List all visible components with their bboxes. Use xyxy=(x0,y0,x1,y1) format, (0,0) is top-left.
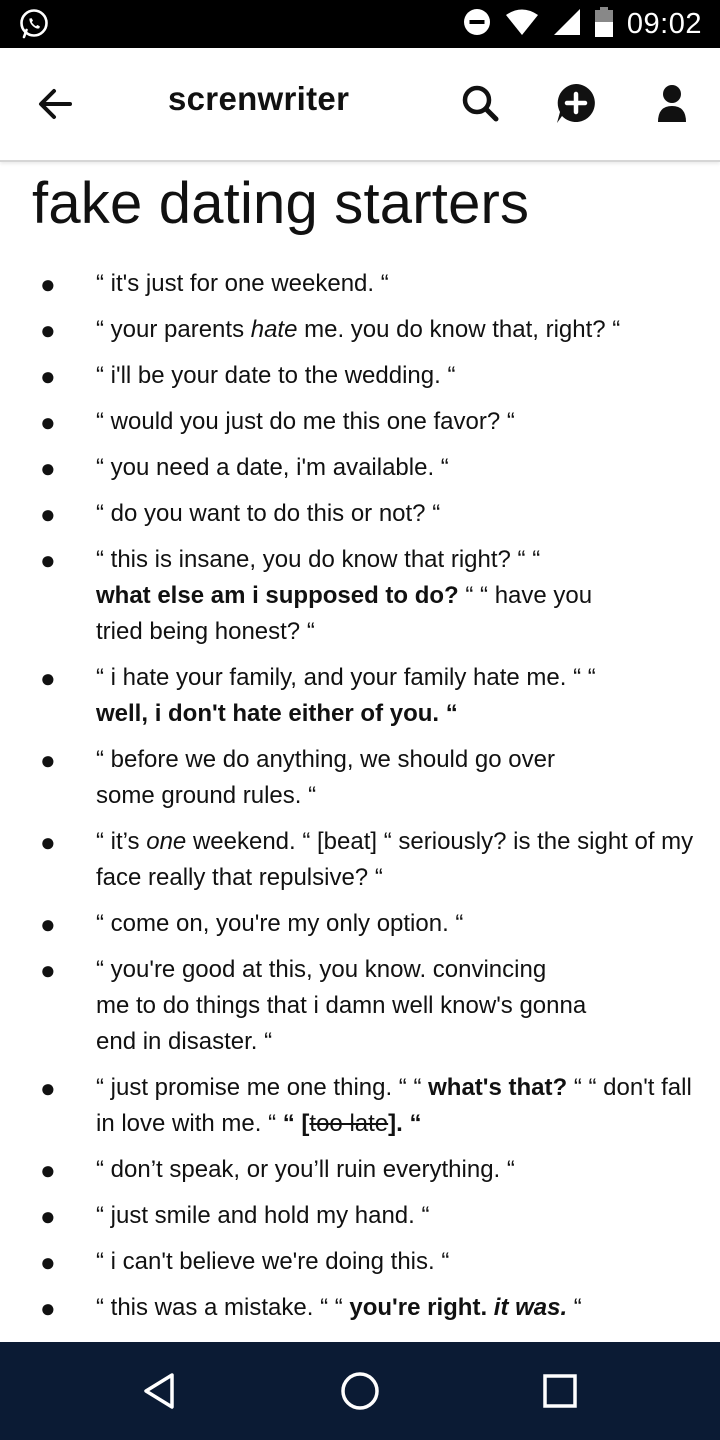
starter-text: what's that? xyxy=(428,1074,568,1101)
starter-text: it was. xyxy=(493,1294,568,1321)
clock: 09:02 xyxy=(626,7,702,40)
bullet-icon: ● xyxy=(40,955,56,985)
starter-text: me to do things that i damn well know's gonna xyxy=(96,992,587,1019)
account-icon[interactable] xyxy=(648,80,696,128)
bullet-icon: ● xyxy=(40,1155,56,1185)
starter-text: one xyxy=(146,828,187,855)
starter-list xyxy=(0,266,720,1336)
starter-item xyxy=(0,542,720,650)
starter-text: “ it’s xyxy=(96,828,147,855)
compose-icon[interactable] xyxy=(552,80,600,128)
bullet-icon: ● xyxy=(40,269,56,299)
starter-text: “ this was a mistake. “ “ xyxy=(96,1294,350,1321)
starter-item xyxy=(0,1198,720,1234)
bullet-icon: ● xyxy=(40,361,56,391)
starter-text: “ just promise me one thing. “ “ xyxy=(96,1074,429,1101)
starter-item xyxy=(0,1070,720,1142)
starter-item xyxy=(0,824,720,896)
bullet-icon: ● xyxy=(40,407,56,437)
bullet-icon: ● xyxy=(40,663,56,693)
starter-item xyxy=(0,742,720,814)
bullet-icon: ● xyxy=(40,1247,56,1277)
starter-text: “ you're good at this, you know. convincing xyxy=(96,956,547,983)
wifi-icon xyxy=(505,8,539,41)
starter-text: “ don’t speak, or you’ll ruin everything. “ xyxy=(96,1156,515,1183)
starter-text: well, i don't hate either of you. “ xyxy=(96,700,458,727)
starter-text: “ it's just for one weekend. “ xyxy=(96,270,389,297)
starter-text: end in disaster. “ xyxy=(96,1028,273,1055)
starter-text: “ [ xyxy=(282,1110,310,1137)
starter-item xyxy=(0,906,720,942)
starter-item xyxy=(0,1244,720,1280)
bullet-icon: ● xyxy=(40,1201,56,1231)
starter-item xyxy=(0,952,720,1060)
starter-item xyxy=(0,404,720,440)
starter-text: “ before we do anything, we should go over xyxy=(96,746,555,773)
bullet-icon: ● xyxy=(40,745,56,775)
starter-item xyxy=(0,496,720,532)
bullet-icon: ● xyxy=(40,453,56,483)
app-header xyxy=(0,48,720,162)
starter-text xyxy=(487,1294,494,1321)
starter-item xyxy=(0,450,720,486)
starter-text: “ i'll be your date to the wedding. “ xyxy=(96,362,456,389)
battery-icon xyxy=(595,7,613,42)
starter-text: what else am i supposed to do? xyxy=(96,582,459,609)
back-arrow-icon[interactable] xyxy=(30,82,82,126)
recents-square-icon[interactable] xyxy=(536,1367,584,1415)
starter-text: “ just smile and hold my hand. “ xyxy=(96,1202,430,1229)
starter-text: weekend. “ [beat] “ seriously? is the sight of my face really that repulsive? “ xyxy=(96,828,694,891)
signal-icon xyxy=(553,8,581,41)
starter-text: “ would you just do me this one favor? “ xyxy=(96,408,515,435)
bullet-icon: ● xyxy=(40,499,56,529)
search-icon[interactable] xyxy=(456,80,504,128)
bullet-icon: ● xyxy=(40,909,56,939)
starter-text: hate xyxy=(250,316,298,343)
starter-text: “ this is insane, you do know that right? “ “ xyxy=(96,546,541,573)
starter-text: “ do you want to do this or not? “ xyxy=(96,500,441,527)
starter-item xyxy=(0,660,720,732)
post-title: fake dating starters xyxy=(32,171,530,236)
post-content xyxy=(0,162,720,1342)
starter-text: “ i can't believe we're doing this. “ xyxy=(96,1248,450,1275)
status-bar xyxy=(0,0,720,48)
starter-text: too late xyxy=(309,1110,389,1137)
bullet-icon: ● xyxy=(40,1293,56,1323)
home-circle-icon[interactable] xyxy=(336,1367,384,1415)
starter-text: “ your parents xyxy=(96,316,251,343)
starter-item xyxy=(0,1152,720,1188)
bullet-icon: ● xyxy=(40,1073,56,1103)
starter-text: “ xyxy=(567,1294,582,1321)
starter-text: “ “ have you xyxy=(458,582,593,609)
blog-name[interactable]: screnwriter xyxy=(168,80,350,117)
starter-item xyxy=(0,312,720,348)
starter-text: ]. “ xyxy=(388,1110,422,1137)
bullet-icon: ● xyxy=(40,545,56,575)
starter-item xyxy=(0,358,720,394)
do-not-disturb-icon xyxy=(463,8,491,41)
starter-text: “ come on, you're my only option. “ xyxy=(96,910,464,937)
starter-text: “ you need a date, i'm available. “ xyxy=(96,454,449,481)
starter-text: tried being honest? “ xyxy=(96,618,315,645)
bullet-icon: ● xyxy=(40,315,56,345)
back-triangle-icon[interactable] xyxy=(136,1367,184,1415)
starter-item xyxy=(0,1290,720,1326)
whatsapp-icon xyxy=(18,8,50,40)
starter-text: me. you do know that, right? “ xyxy=(297,316,621,343)
bullet-icon: ● xyxy=(40,827,56,857)
system-nav-bar xyxy=(0,1342,720,1440)
starter-text: “ i hate your family, and your family hate me. “ “ xyxy=(96,664,596,691)
starter-text: you're right. xyxy=(349,1294,488,1321)
starter-item xyxy=(0,266,720,302)
starter-text: “ “ don't fall in love with me. “ xyxy=(96,1074,692,1137)
starter-text: some ground rules. “ xyxy=(96,782,317,809)
